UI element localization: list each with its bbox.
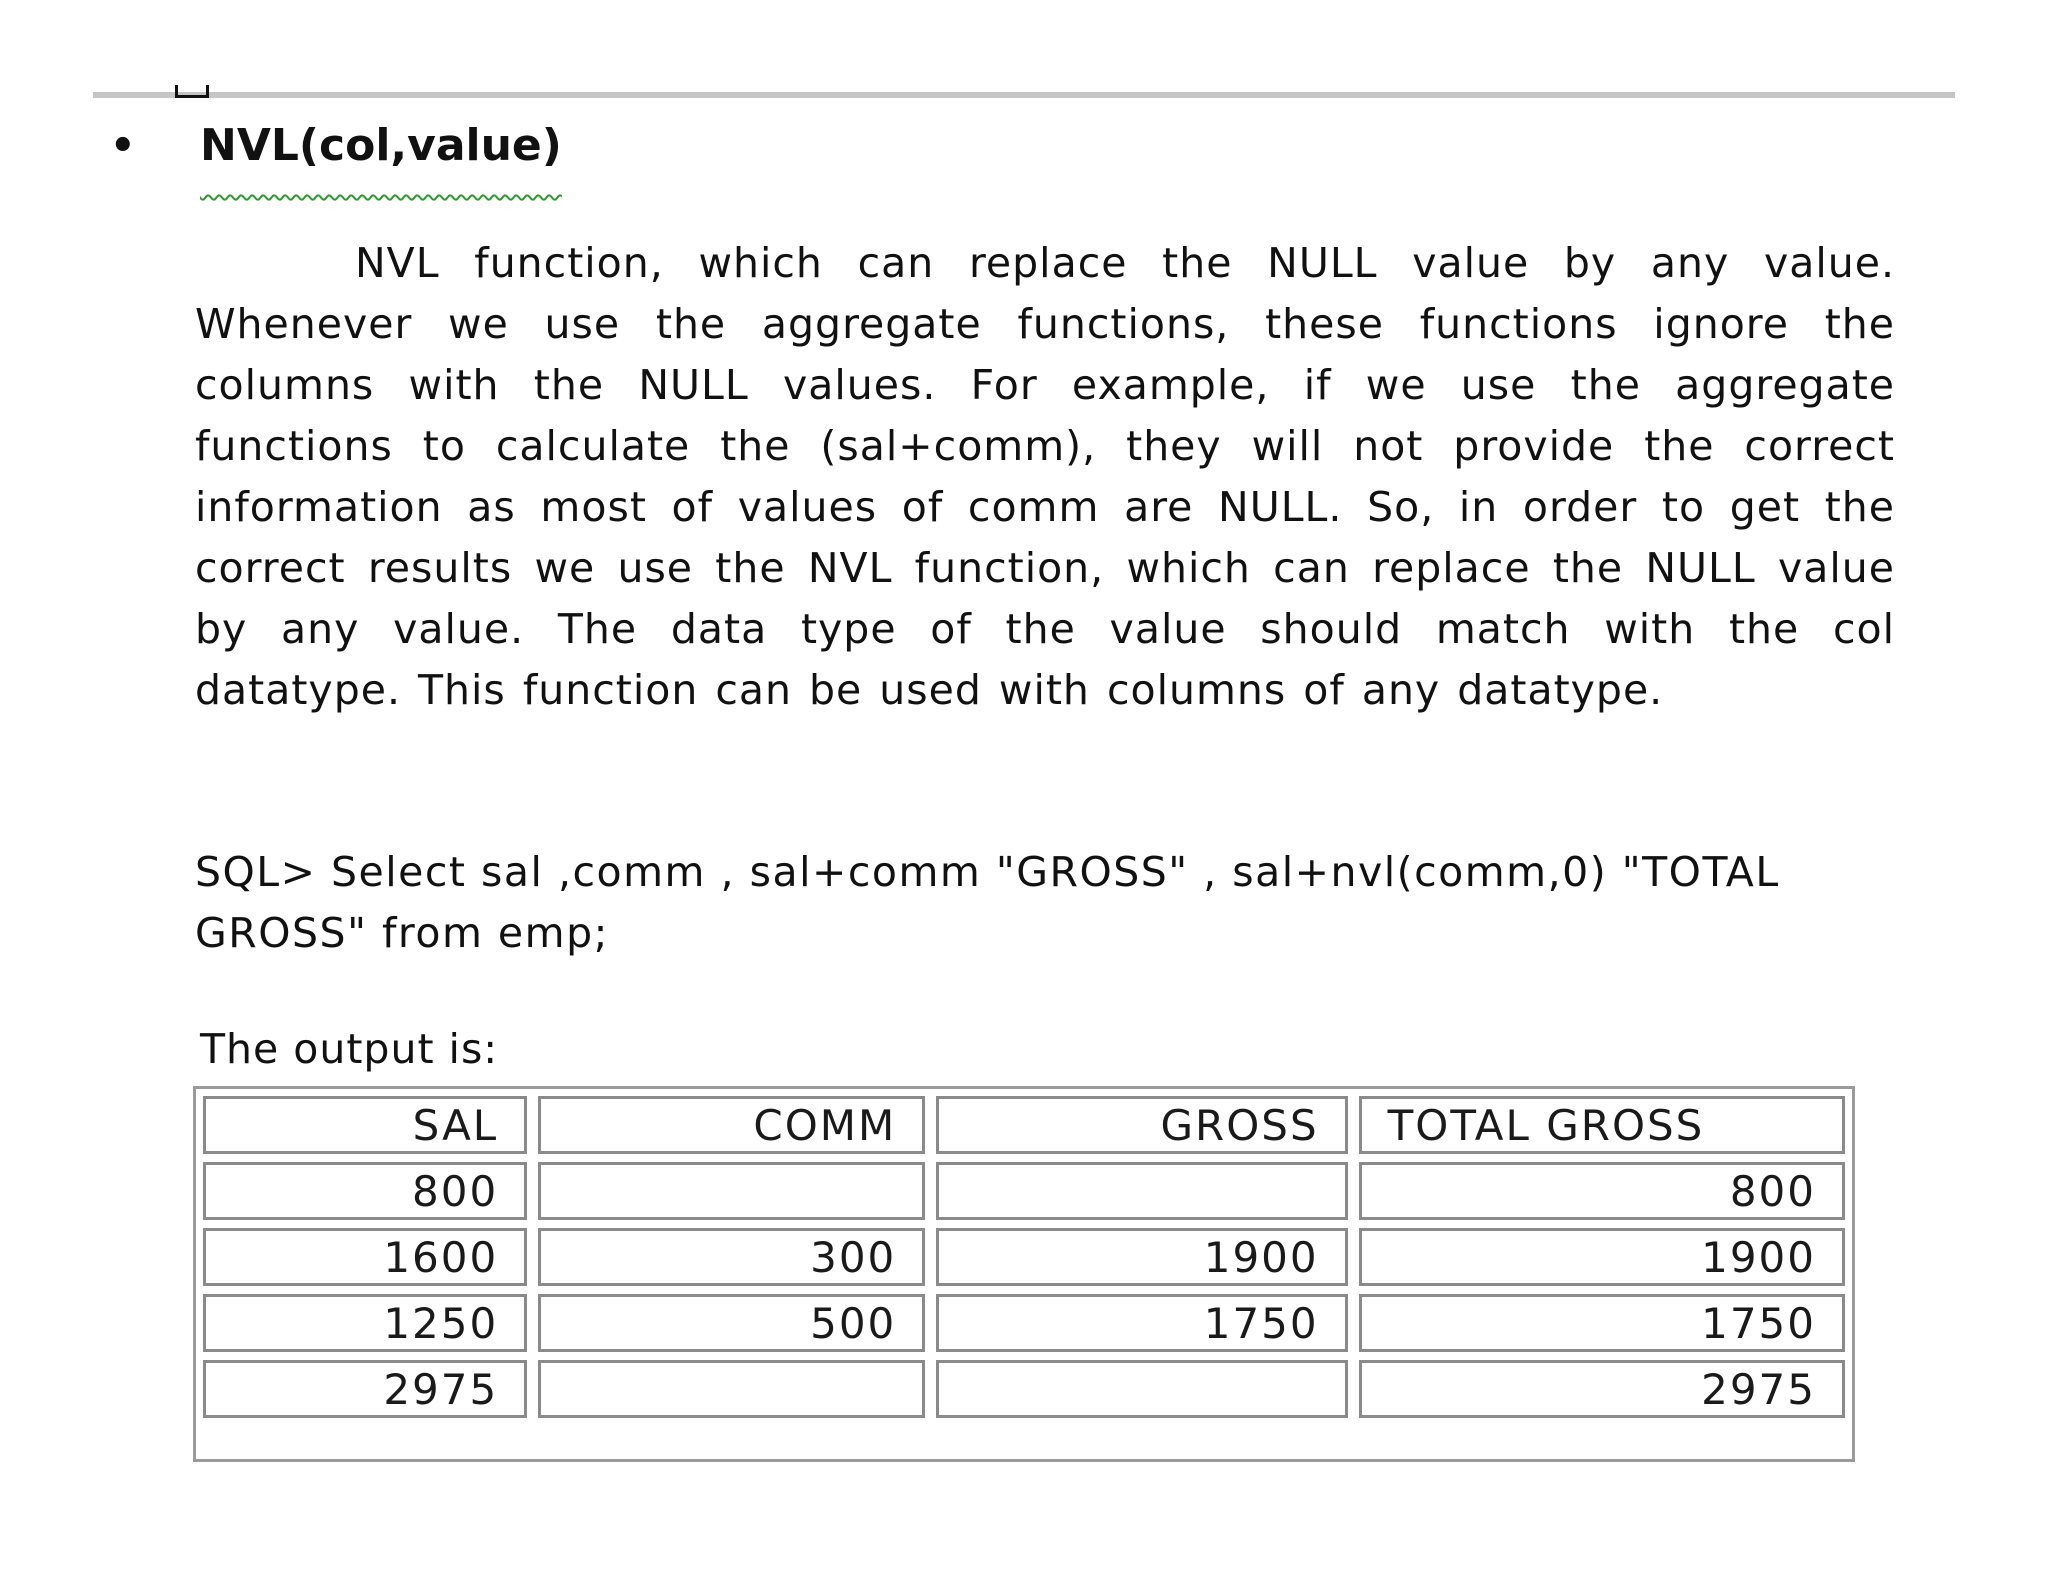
cell-gross [936, 1162, 1347, 1220]
header-sal: SAL [203, 1096, 527, 1154]
rule-marker [175, 85, 209, 98]
cell-comm [538, 1360, 925, 1418]
header-total-gross: TOTAL GROSS [1359, 1096, 1845, 1154]
table-row [203, 1360, 1845, 1418]
cell-comm: 500 [538, 1294, 925, 1352]
cell-gross: 1750 [936, 1294, 1347, 1352]
top-rule [93, 92, 1955, 98]
cell-total-gross: 1750 [1359, 1294, 1845, 1352]
section-heading [110, 120, 562, 171]
table-row [203, 1228, 1845, 1286]
body-paragraph: NVL function, which can replace the NULL value by any value. Whenever we use the aggregate functions, these functions ignore the columns with the NULL values. For example, if we use the aggregate functions to calculate the (sal+comm), they will not provide the correct information as most of values of comm are NULL. So, in order to get the correct results we use the NVL function, which can replace the NULL value by any value. The data type of the value should match with the col datatype. This function can be used with columns of any datatype. [195, 239, 1895, 714]
cell-sal: 800 [203, 1162, 527, 1220]
table-header-row [203, 1096, 1845, 1154]
cell-total-gross: 2975 [1359, 1360, 1845, 1418]
header-comm: COMM [538, 1096, 925, 1154]
cell-gross [936, 1360, 1347, 1418]
cell-sal: 1250 [203, 1294, 527, 1352]
output-label: The output is: [200, 1025, 499, 1073]
table-row [203, 1294, 1845, 1352]
cell-sal: 2975 [203, 1360, 527, 1418]
output-table [193, 1086, 1855, 1462]
cell-comm [538, 1162, 925, 1220]
heading-title: NVL(col,value) [200, 120, 562, 171]
bullet-icon: • [110, 122, 136, 169]
cell-sal: 1600 [203, 1228, 527, 1286]
cell-gross: 1900 [936, 1228, 1347, 1286]
sql-statement: SQL> Select sal ,comm , sal+comm "GROSS" , sal+nvl(comm,0) "TOTAL GROSS" from emp; [195, 848, 1780, 957]
table-row [203, 1162, 1845, 1220]
cell-total-gross: 1900 [1359, 1228, 1845, 1286]
header-gross: GROSS [936, 1096, 1347, 1154]
cell-total-gross: 800 [1359, 1162, 1845, 1220]
cell-comm: 300 [538, 1228, 925, 1286]
